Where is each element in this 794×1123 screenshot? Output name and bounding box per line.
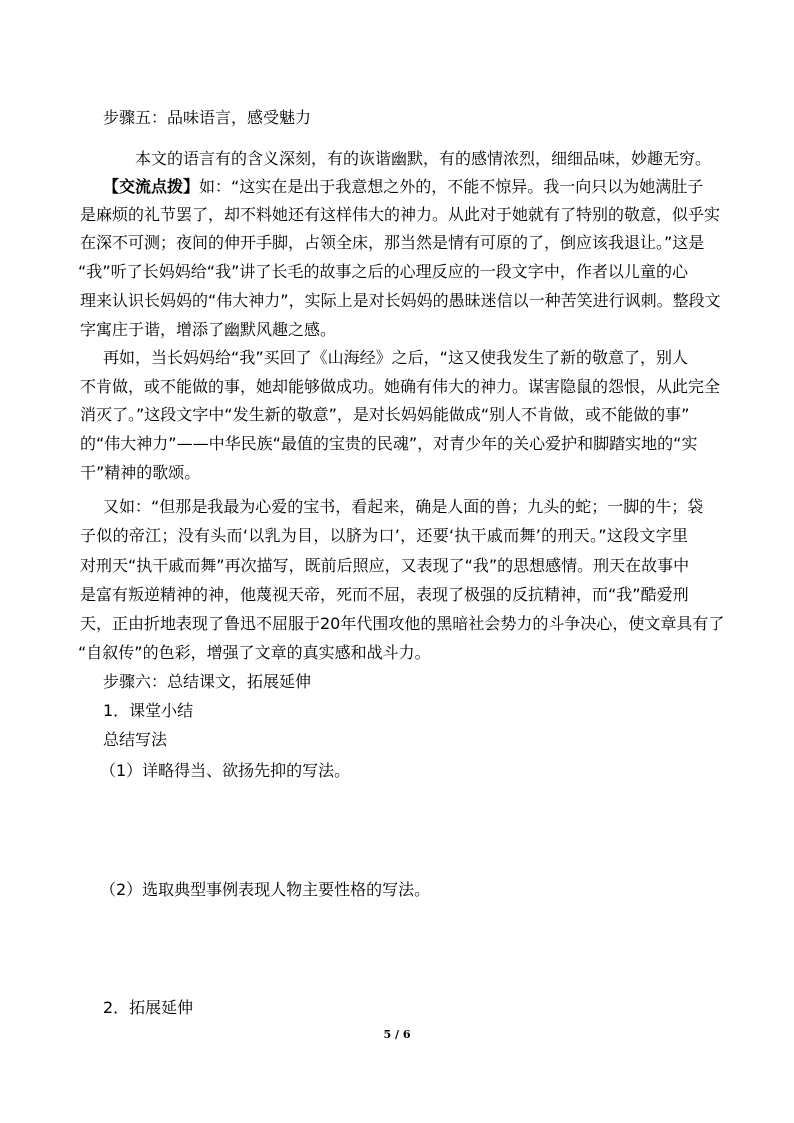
para3-line-1: 又如：“但那是我最为心爱的宝书，看起来，确是人面的兽；九头的蛇；一脚的牛；袋	[103, 497, 704, 516]
para3-line-4: 是富有叛逆精神的神，他蔑视天帝，死而不屈，表现了极强的反抗精神，而“我”酷爱刑	[80, 585, 689, 604]
step5-heading: 步骤五：品味语言，感受魅力	[103, 108, 312, 127]
method-1: （1）详略得当、欲扬先抑的写法。	[100, 761, 351, 780]
item-1-class-summary: 1．课堂小结	[103, 701, 194, 720]
para3-line-5: 天，正由折地表现了鲁迅不屈服于20年代围攻他的黑暗社会势力的斗争决心，使文章具有了	[80, 614, 725, 633]
para2-line-4: 的“伟大神力”——中华民族“最值的宝贵的民魂”，对青少年的关心爱护和脚踏实地的“实	[80, 434, 698, 453]
para2-line-2: 不肯做，或不能做的事，她却能够做成功。她确有伟大的神力。谋害隐鼠的怨恨，从此完全	[80, 377, 721, 396]
summary-label: 总结写法	[103, 730, 168, 749]
para3-line-2: 子似的帝江；没有头而‘以乳为目，以脐为口’，还要‘执干戚而舞’的刑天。”这段文字里	[80, 526, 688, 545]
para1-line-5: 理来认识长妈妈的“伟大神力”，实际上是对长妈妈的愚昧迷信以一种苦笑进行讽刺。整段文	[80, 291, 721, 310]
para1-line-4: “我”听了长妈妈给“我”讲了长毛的故事之后的心理反应的一段文字中，作者以儿童的心	[78, 262, 688, 281]
para1-line-6: 字寓庄于谐，增添了幽默风趣之感。	[80, 320, 337, 339]
para2-line-3: 消灭了。”这段文字中“发生新的敬意”，是对长妈妈能做成“别人不肯做，或不能做的事”	[80, 405, 690, 424]
para3-line-3: 对刑天“执干戚而舞”再次描写，既前后照应，又表现了“我”的思想感情。刑天在故事中	[80, 556, 690, 575]
para2-line-1: 再如，当长妈妈给“我”买回了《山海经》之后，“这又使我发生了新的敬意了，别人	[103, 348, 688, 367]
item-2-extension: 2．拓展延伸	[103, 998, 194, 1017]
para3-line-6: “自叙传”的色彩，增强了文章的真实感和战斗力。	[78, 643, 431, 662]
method-2: （2）选取典型事例表现人物主要性格的写法。	[100, 880, 431, 899]
intro-paragraph: 本文的语言有的含义深刻，有的诙谐幽默，有的感情浓烈，细细品味，妙趣无穷。	[135, 149, 712, 168]
para2-line-5: 干”精神的歌颂。	[80, 463, 201, 482]
para1-line-1: 【交流点拨】如：“这实在是出于我意想之外的，不能不惊异。我一向只以为她满肚子	[103, 177, 704, 196]
page-number: 5 / 6	[383, 1028, 411, 1041]
para1-line-2: 是麻烦的礼节罢了，却不料她还有这样伟大的神力。从此对于她就有了特别的敬意，似乎实	[80, 205, 721, 224]
step6-heading: 步骤六：总结课文，拓展延伸	[103, 672, 312, 691]
discussion-tag: 【交流点拨】	[103, 177, 200, 196]
para1-line-3: 在深不可测；夜间的伸开手脚，占领全床，那当然是情有可原的了，倒应该我退让。”这是	[80, 233, 705, 252]
